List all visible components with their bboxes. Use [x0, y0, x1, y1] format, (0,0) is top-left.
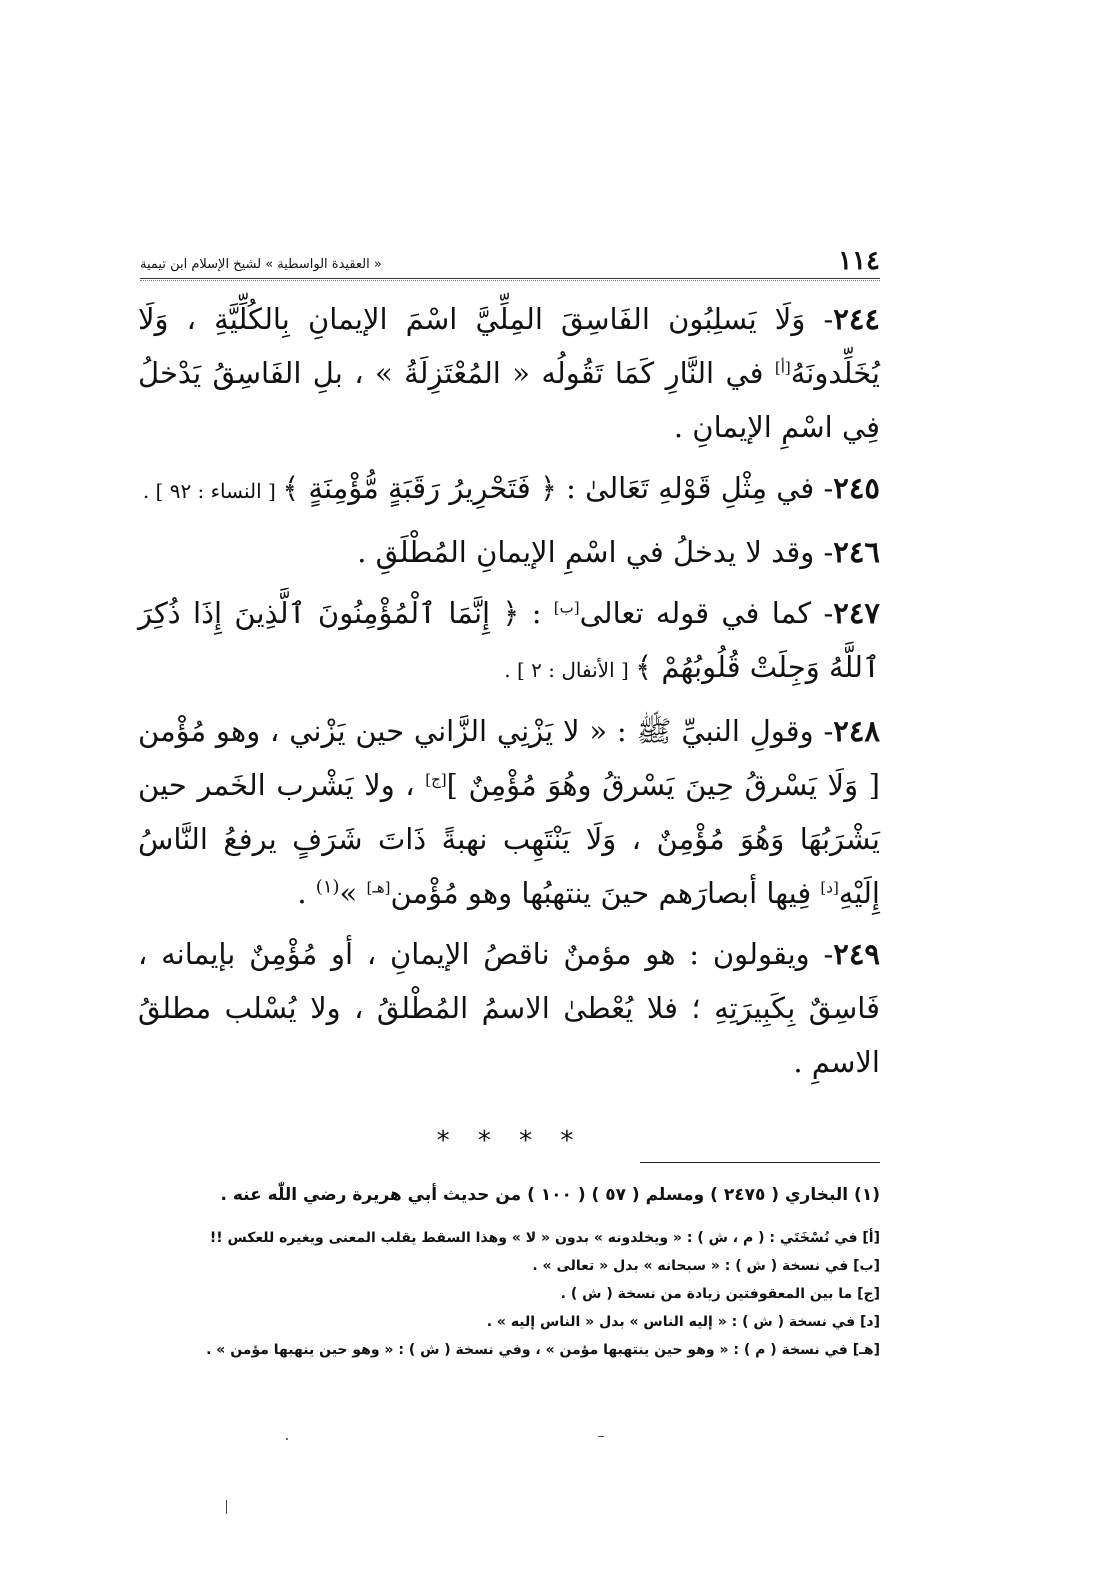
paragraph-text: » [339, 876, 367, 910]
paragraph-text: في النَّارِ كَمَا تَقُولُه « المُعْتَزِلَةُ » ، بلِ الفَاسِقُ يَدْخلُ فِي اسْمِ الإيمانِ . [138, 356, 880, 444]
paragraph-246 [138, 525, 880, 579]
paragraph-number: ٢٤٩ [833, 937, 880, 971]
paragraph-text: - وقد لا يدخلُ في اسْمِ الإيمانِ المُطْلَقِ . [357, 535, 834, 569]
variant-note-mark: [هـ] [366, 878, 391, 897]
page-number: ١١٤ [838, 246, 880, 276]
variant-note: [ب] في نسخة ( ش ) : « سبحانه » بدل « تعالى » . [532, 1258, 880, 1274]
paragraph-text: : ﴿ إِنَّمَا ٱلْمُؤْمِنُونَ ٱلَّذِينَ إِذَا ذُكِرَ ٱللَّهُ وَجِلَتْ قُلُوبُهُمْ ﴾ [138, 596, 880, 684]
footnote-rule [640, 1162, 880, 1163]
variant-note-mark: [ج] [425, 770, 447, 789]
footnote-1: (١) البخاري ( ٢٤٧٥ ) ومسلم ( ٥٧ ) ( ١٠٠ ) من حديث أبي هريرة رضي اللّٰه عنه . [220, 1185, 880, 1205]
paragraph-245 [138, 461, 880, 518]
variant-note: [هـ] في نسخة ( م ) : « وهو حين ينتهبها مؤمن » ، وفي نسخة ( ش ) : « وهو حين ينهبها مؤمن » . [206, 1342, 880, 1358]
paragraph-text: - وقولِ النبيِّ ﷺ : « لا يَزْنِي الزَّاني حين يَزْني ، وهو مُؤْمن [ وَلَا يَسْرقُ حِينَ يَسْرقُ وهُوَ مُؤْمِنٌ ] [138, 714, 880, 802]
paragraph-244 [138, 292, 880, 454]
running-title: « العقيدة الواسطية » لشيخ الإسلام ابن تيمية [140, 257, 382, 272]
paragraph-number: ٢٤٦ [833, 535, 880, 569]
paragraph-number: ٢٤٧ [833, 596, 880, 630]
variant-note-mark: [أ] [774, 358, 791, 377]
paragraph-248 [138, 704, 880, 920]
scan-speck [598, 1436, 604, 1437]
variant-note: [د] في نسخة ( ش ) : « إليه الناس » بدل « الناس إليه » . [486, 1314, 880, 1330]
footnote-mark: (١) [315, 876, 340, 898]
paragraph-text: - وَلَا يَسلِبُون الفَاسِقَ المِلِّيَّ اسْمَ الإيمانِ بِالكُلِّيَّةِ ، وَلَا يُخَلِّدونَهُ [138, 302, 880, 390]
scan-speck [286, 1438, 288, 1440]
paragraph-249 [138, 927, 880, 1089]
paragraph-text: - ويقولون : هو مؤمنٌ ناقصُ الإيمانِ ، أو مُؤْمِنٌ بإيمانه ، فَاسِقٌ بِكَبِيرَتِهِ ؛ فلا يُعْطىٰ الاسمُ المُطْلقُ ، ولا يُسْلب مطلقُ الاسمِ . [138, 937, 880, 1079]
verse-reference: [ النساء : ٩٢ ] . [142, 479, 283, 503]
paragraph-text: فِيها أبصارَهم حينَ ينتهبُها وهو مُؤْمن [390, 876, 821, 910]
paragraph-247 [138, 586, 880, 697]
verse-reference: [ الأنفال : ٢ ] . [504, 658, 636, 682]
variant-note-mark: [د] [820, 878, 839, 897]
paragraph-text: - في مِثْلِ قَوْلهِ تَعَالىٰ : ﴿ فَتَحْرِيرُ رَقَبَةٍ مُّؤْمِنَةٍ ﴾ [282, 471, 834, 505]
main-text [138, 292, 880, 1096]
page-header [140, 244, 880, 276]
paragraph-number: ٢٤٥ [833, 471, 880, 505]
scan-speck [226, 1500, 227, 1514]
paragraph-text: ، ولا يَشْرب الخَمر حين يَشْرَبُهَا وَهُوَ مُؤْمِنٌ ، وَلَا يَنْتَهِب نهبةً ذَاتَ شَرَفٍ يرفعُ النَّاسُ إِلَيْهِ [138, 768, 880, 910]
paragraph-text: . [297, 876, 316, 910]
header-rule [140, 278, 880, 281]
paragraph-text: - كما في قوله تعالى [579, 596, 834, 630]
footnotes [140, 1180, 880, 1364]
variant-note: [أ] في نُسْخَتَي : ( م ، ش ) : « ويخلدونه » بدون « لا » وهذا السقط يقلب المعنى ويغيره للعكس !! [209, 1230, 880, 1246]
paragraph-number: ٢٤٨ [833, 714, 880, 748]
section-separator: * * * * [436, 1126, 584, 1156]
variant-note-mark: [ب] [553, 598, 580, 617]
variant-note: [ج] ما بين المعقوفتين زيادة من نسخة ( ش ) . [560, 1286, 880, 1302]
paragraph-number: ٢٤٤ [833, 302, 880, 336]
